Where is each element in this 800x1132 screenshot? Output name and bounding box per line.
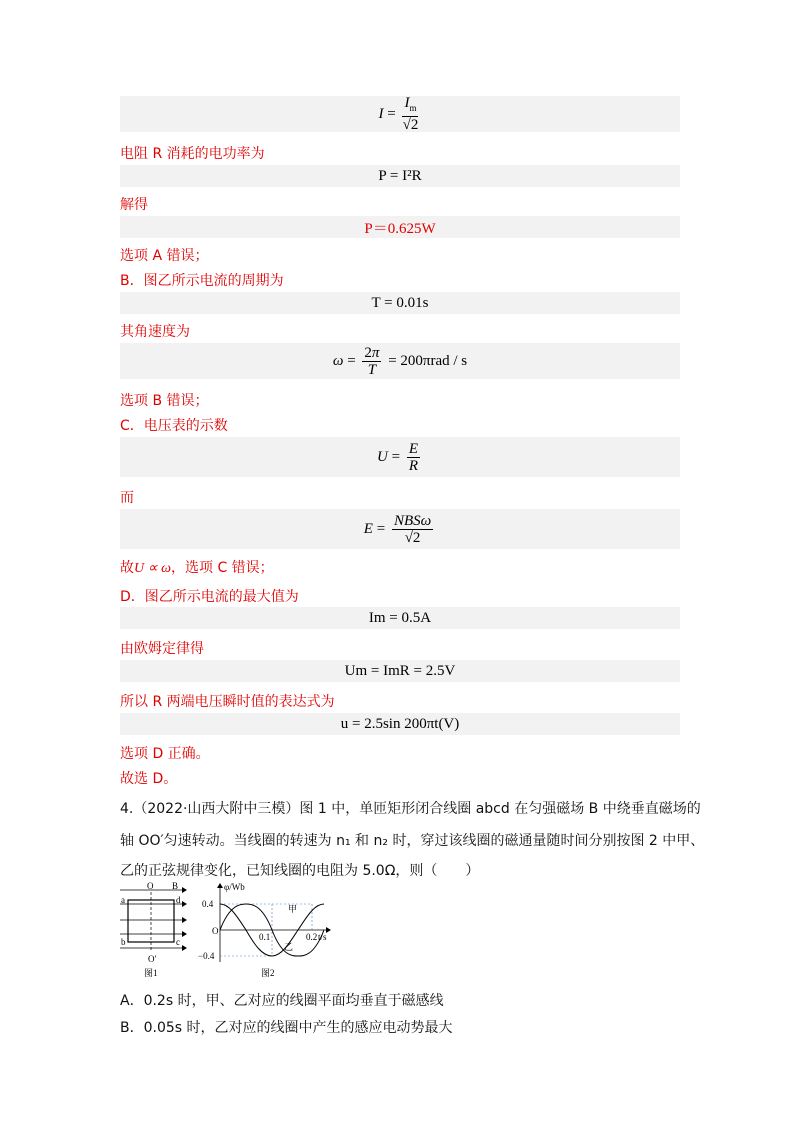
- figure-2-ytick-pos: 0.4: [202, 899, 214, 909]
- text-therefore: 故: [120, 560, 134, 576]
- figure-2-series-jia: 甲: [288, 904, 298, 914]
- equation-voltage: U = $\frac{E}{R}$: [120, 437, 680, 477]
- figure-2-xlabel: t/s: [318, 932, 327, 942]
- equation-period: T = 0.01s: [120, 292, 680, 314]
- equation-max-voltage: Um = ImR = 2.5V: [120, 660, 680, 682]
- figure-2-caption: 图2: [261, 968, 275, 978]
- option-b: B．0.05s 时，乙对应的线圈中产生的感应电动势最大: [120, 1020, 453, 1036]
- figure-1-label-d: d: [176, 895, 181, 905]
- figure-1-caption: 图1: [144, 968, 158, 978]
- text-option-d-correct: 选项 D 正确。: [120, 746, 210, 762]
- text-option-a-wrong: 选项 A 错误；: [120, 248, 209, 264]
- question-line-3: 乙的正弦规律变化，已知线圈的电阻为 5.0Ω，则（ ）: [120, 863, 480, 879]
- figure-1-label-o-prime: O′: [148, 954, 157, 964]
- equation-power: P = I²R: [120, 165, 680, 187]
- figure-2-ylabel: φ/Wb: [224, 882, 245, 892]
- text-option-b-wrong: 选项 B 错误；: [120, 393, 209, 409]
- figure-2-ytick-neg: −0.4: [198, 951, 215, 961]
- figure-1-coil-diagram: [120, 882, 187, 978]
- text-solve: 解得: [120, 197, 148, 213]
- text-power-intro: 电阻 R 消耗的电功率为: [120, 146, 265, 162]
- equation-instantaneous-voltage: u = 2.5sin 200πt(V): [120, 713, 680, 735]
- equation-power-result: P＝0.625W: [120, 216, 680, 238]
- text-instantaneous-intro: 所以 R 两端电压瞬时值的表达式为: [120, 694, 335, 710]
- question-line-1: 4.（2022·山西大附中三模）图 1 中，单匝矩形闭合线圈 abcd 在匀强磁场 B 中绕垂直磁场的: [120, 801, 701, 817]
- figure-2-xtick-02: 0.2: [306, 932, 318, 942]
- option-a: A．0.2s 时，甲、乙对应的线圈平面均垂直于磁感线: [120, 993, 444, 1009]
- figure-2-origin: O: [212, 926, 219, 936]
- question-figures: [120, 882, 340, 982]
- equation-angular-velocity-rhs: = 200πrad / s: [388, 352, 468, 369]
- figure-1-label-b-corner: b: [121, 937, 126, 947]
- text-answer: 故选 D。: [120, 771, 178, 787]
- text-max-current-intro: D．图乙所示电流的最大值为: [120, 589, 299, 605]
- text-ohm-law: 由欧姆定律得: [120, 641, 204, 657]
- proportional-expression: U ∝ ω: [134, 561, 171, 576]
- equation-max-current: Im = 0.5A: [120, 607, 680, 629]
- figure-2-flux-graph: [198, 882, 331, 978]
- text-proportional: [120, 557, 274, 577]
- figure-2-series-yi: 乙: [284, 942, 294, 952]
- figure-1-label-o: O: [147, 882, 154, 891]
- text-and: 而: [120, 490, 134, 506]
- equation-emf: E = $\frac{\text{NBSω}}{√2}$: [120, 509, 680, 549]
- figure-1-label-b: B: [172, 882, 179, 891]
- equation-angular-velocity: ω = $\frac{2\pi}{T}$ = 200πrad / s: [120, 343, 680, 379]
- text-angular-velocity-intro: 其角速度为: [120, 324, 190, 340]
- question-line-2: 轴 OO′匀速转动。当线圈的转速为 n₁ 和 n₂ 时，穿过该线圈的磁通量随时间分别按图 2 中甲、: [120, 833, 705, 849]
- figure-1-label-c: c: [176, 937, 180, 947]
- figure-1-label-a: a: [121, 895, 125, 905]
- equation-current-rms: I = $\frac{I_m}{√2}$: [120, 96, 680, 132]
- figure-2-xtick-01: 0.1: [259, 932, 271, 942]
- text-voltmeter-intro: C．电压表的示数: [120, 418, 228, 434]
- text-period-intro: B．图乙所示电流的周期为: [120, 273, 284, 289]
- text-option-c-wrong: ，选项 C 错误；: [171, 560, 274, 576]
